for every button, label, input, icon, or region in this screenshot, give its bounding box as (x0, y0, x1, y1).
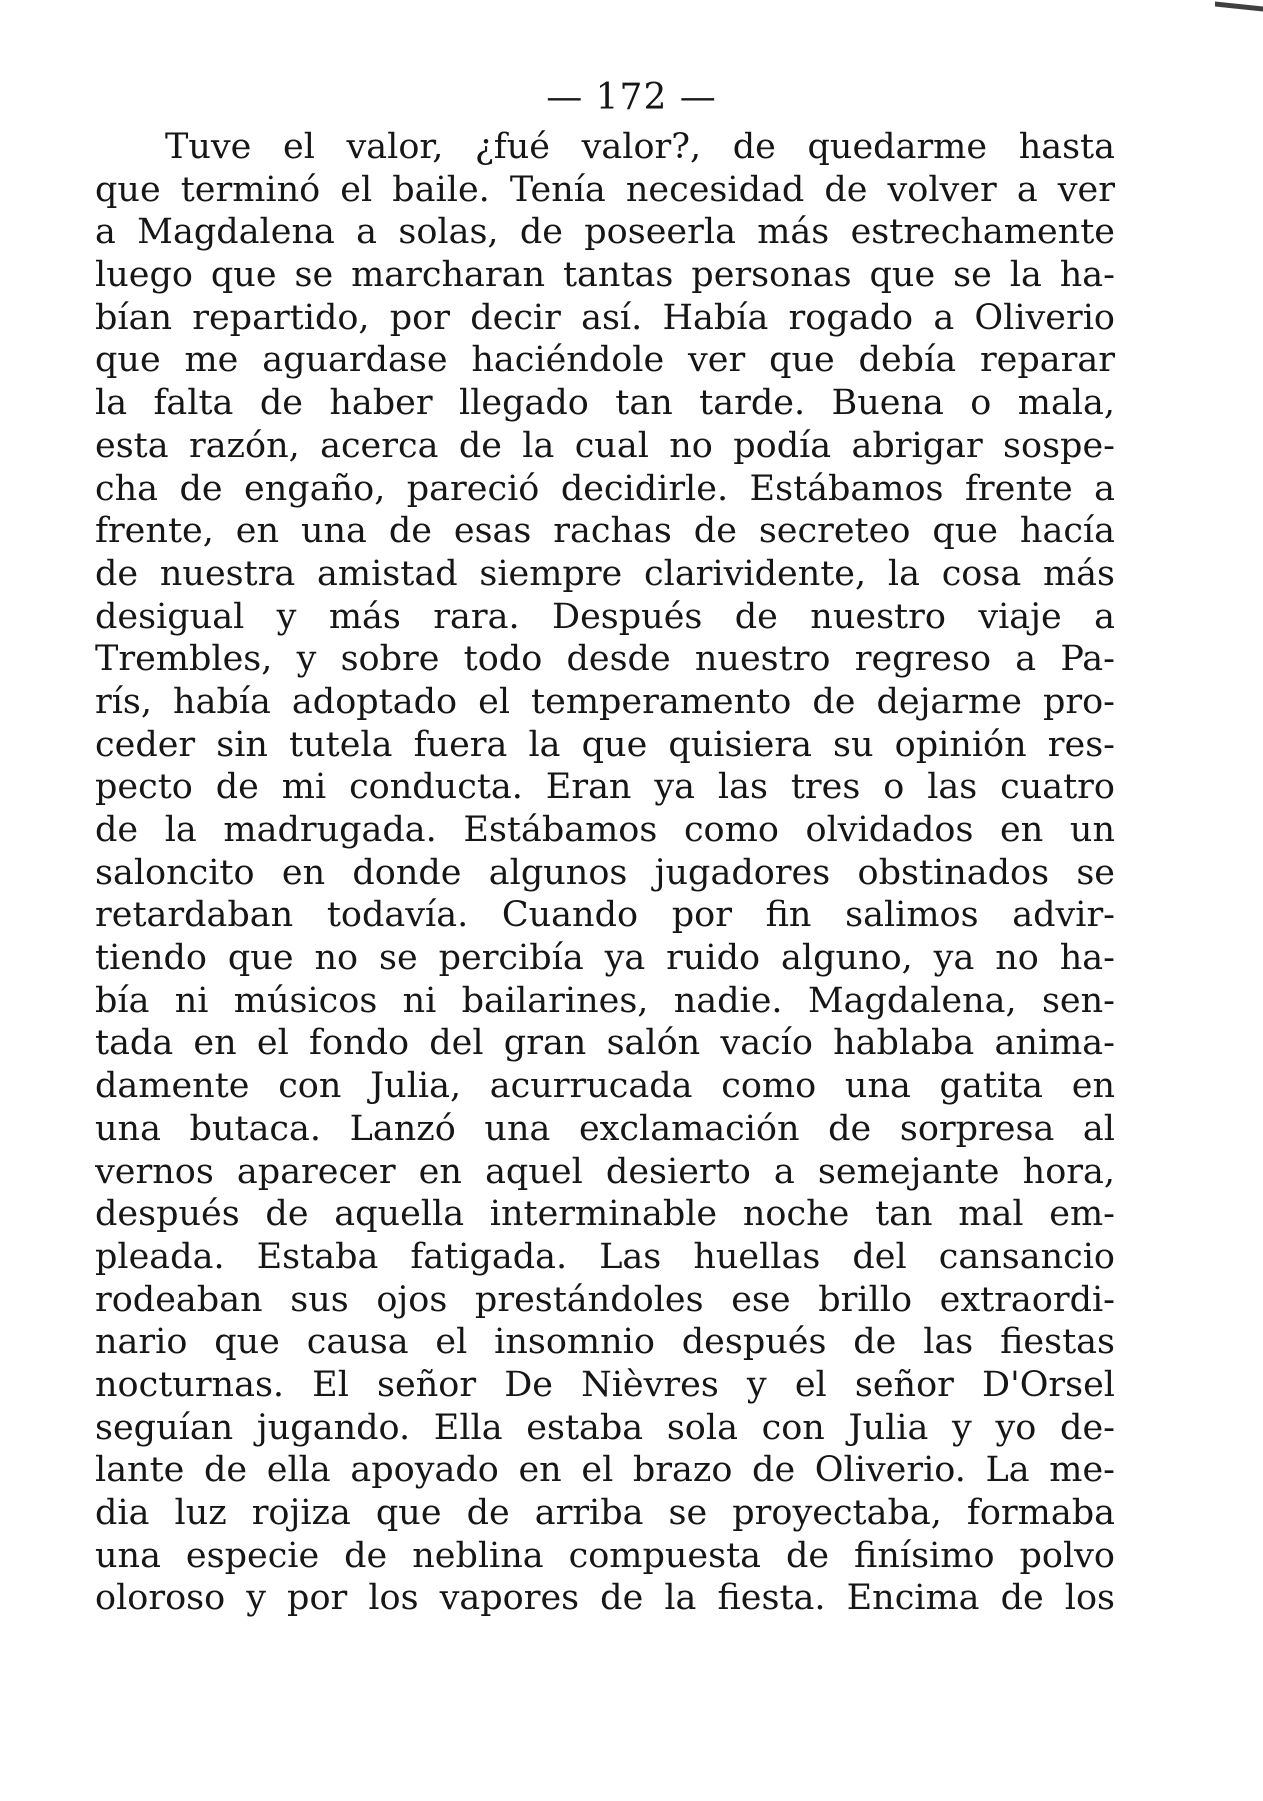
text-line: una especie de neblina compuesta de finísimo polvo (95, 1535, 1115, 1576)
text-line: tiendo que no se percibía ya ruido alguno, ya no ha- (95, 938, 1115, 979)
text-line: desigual y más rara. Después de nuestro viaje a (95, 596, 1115, 637)
text-line: bían repartido, por decir así. Había rogado a Oliverio (95, 297, 1115, 338)
text-line: retardaban todavía. Cuando por fin salimos advir- (95, 895, 1115, 936)
text-line: frente, en una de esas rachas de secreteo que hacía (95, 511, 1115, 552)
text-line: dia luz rojiza que de arriba se proyectaba, formaba (95, 1493, 1115, 1533)
text-line: damente con Julia, acurrucada como una gatita en (95, 1066, 1115, 1107)
text-line: después de aquella interminable noche tan mal em- (95, 1194, 1115, 1235)
scan-edge-mark (1215, 1, 1263, 11)
text-line: de nuestra amistad siempre clarividente, la cosa más (95, 553, 1115, 594)
text-line: que terminó el baile. Tenía necesidad de volver a ver (95, 169, 1115, 210)
text-line: tada en el fondo del gran salón vacío hablaba anima- (95, 1023, 1115, 1064)
text-line: bía ni músicos ni bailarines, nadie. Magdalena, sen- (95, 980, 1115, 1021)
text-line: Tuve el valor, ¿fué valor?, de quedarme hasta (165, 127, 1115, 167)
text-line: pecto de mi conducta. Eran ya las tres o las cuatro (95, 767, 1115, 808)
text-line: que me aguardase haciéndole ver que debía reparar (95, 340, 1115, 381)
text-line: oloroso y por los vapores de la fiesta. Encima de los (95, 1578, 1115, 1619)
text-line: de la madrugada. Estábamos como olvidados en un (95, 810, 1115, 850)
text-line: pleada. Estaba fatigada. Las huellas del cansancio (95, 1236, 1115, 1277)
text-line: esta razón, acerca de la cual no podía abrigar sospe- (95, 425, 1115, 466)
text-line: luego que se marcharan tantas personas que se la ha- (95, 255, 1115, 296)
text-line: rodeaban sus ojos prestándoles ese brillo extraordi- (95, 1279, 1115, 1320)
text-line: seguían jugando. Ella estaba sola con Julia y yo de- (95, 1407, 1115, 1448)
page-number: — 172 — (546, 77, 717, 118)
text-line: la falta de haber llegado tan tarde. Buena o mala, (95, 383, 1115, 424)
text-line: una butaca. Lanzó una exclamación de sorpresa al (95, 1108, 1115, 1149)
text-line: nocturnas. El señor De Nièvres y el señor D'Orsel (95, 1364, 1115, 1405)
text-line: Trembles, y sobre todo desde nuestro regreso a Pa- (95, 639, 1115, 680)
text-line: rís, había adoptado el temperamento de dejarme pro- (95, 681, 1115, 722)
text-line: cha de engaño, pareció decidirle. Estábamos frente a (95, 468, 1115, 509)
text-line: ceder sin tutela fuera la que quisiera su opinión res- (95, 724, 1115, 765)
text-line: a Magdalena a solas, de poseerla más estrechamente (95, 212, 1115, 253)
text-line: nario que causa el insomnio después de las fiestas (95, 1322, 1115, 1363)
text-line: saloncito en donde algunos jugadores obstinados se (95, 852, 1115, 893)
text-line: vernos aparecer en aquel desierto a semejante hora, (95, 1151, 1115, 1192)
text-line: lante de ella apoyado en el brazo de Oliverio. La me- (95, 1450, 1115, 1491)
body-text (95, 126, 1115, 1620)
